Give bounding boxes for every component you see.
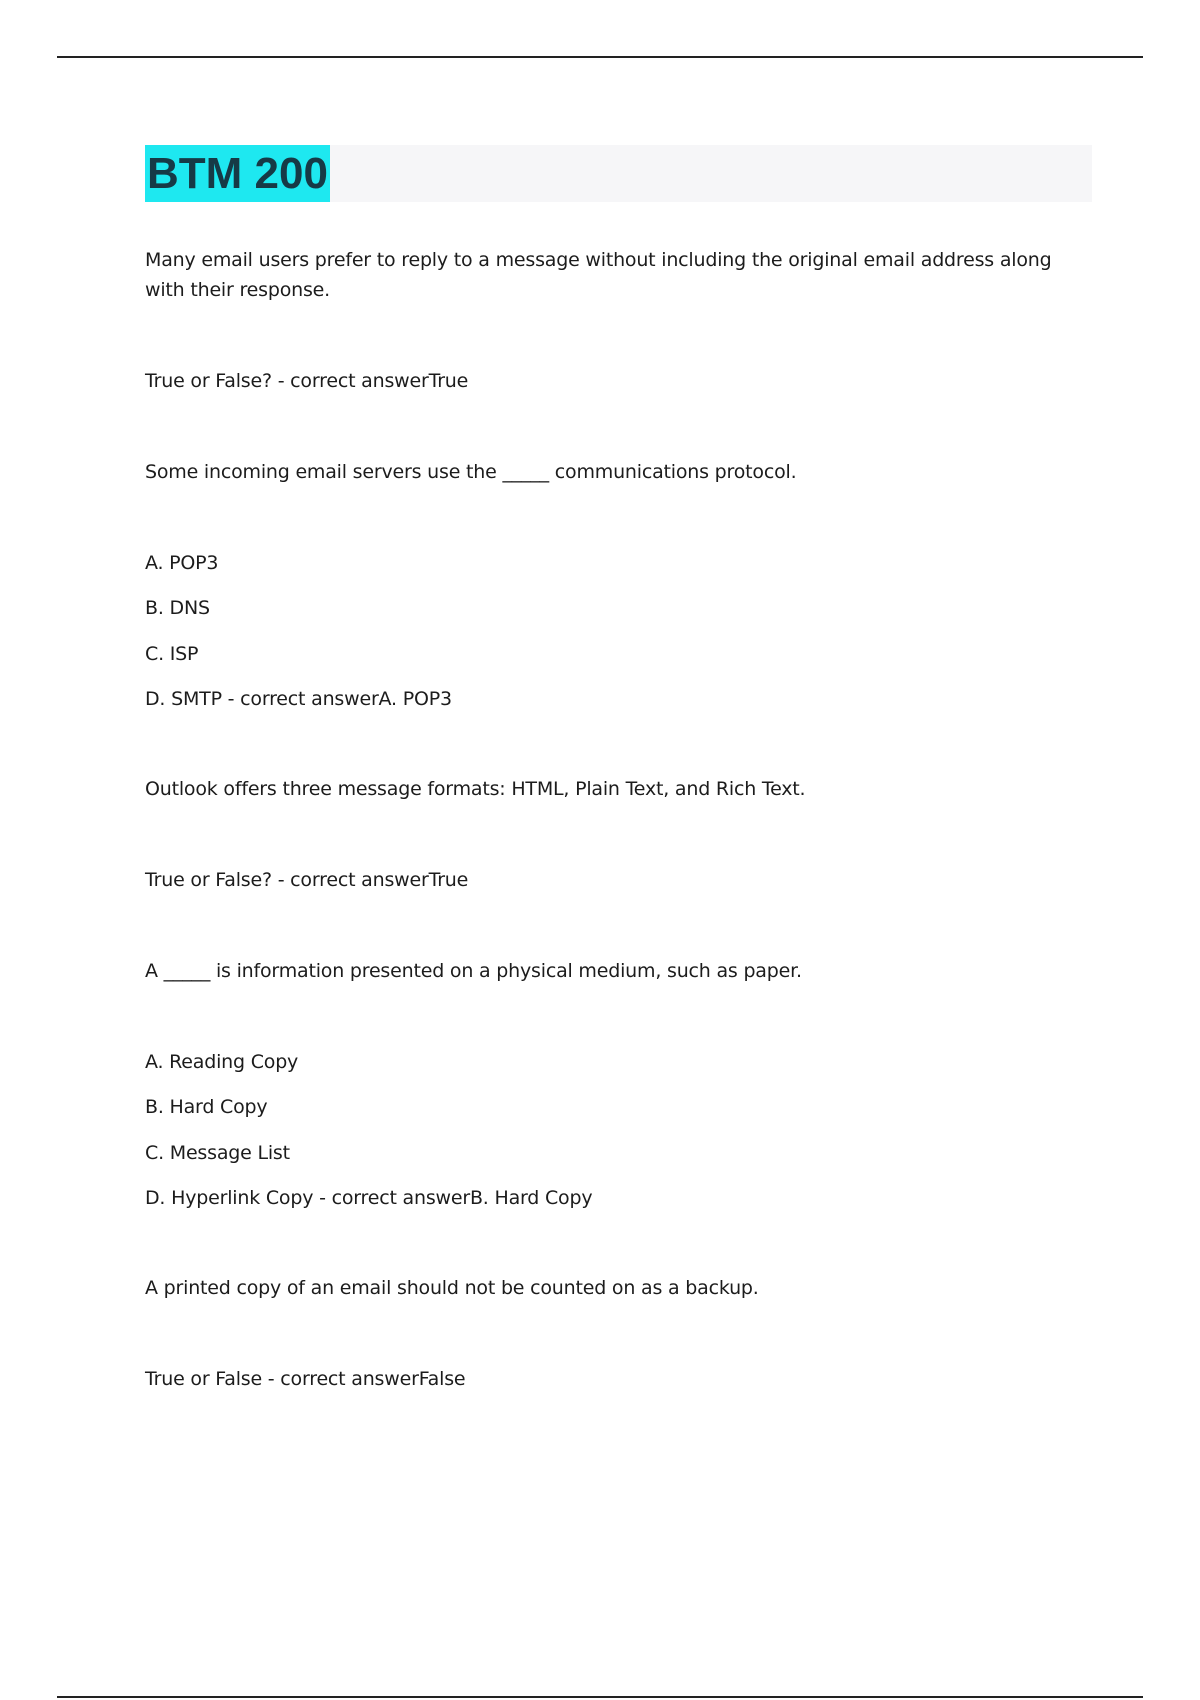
question-2-option-c: C. ISP <box>145 643 199 665</box>
top-rule <box>57 56 1143 58</box>
question-2-option-a: A. POP3 <box>145 552 219 574</box>
answer-5: True or False - correct answerFalse <box>145 1368 466 1390</box>
question-4-option-b: B. Hard Copy <box>145 1096 268 1118</box>
question-1-text: Many email users prefer to reply to a message without including the original email address along with their response. <box>145 249 1052 301</box>
question-2-option-d-answer: D. SMTP - correct answerA. POP3 <box>145 688 452 710</box>
question-5-text: A printed copy of an email should not be counted on as a backup. <box>145 1277 759 1299</box>
document-title: BTM 200 <box>145 145 330 202</box>
question-4-option-c: C. Message List <box>145 1142 290 1164</box>
bottom-rule <box>57 1696 1143 1698</box>
question-2-text: Some incoming email servers use the _____ communications protocol. <box>145 461 797 483</box>
question-3-text: Outlook offers three message formats: HTML, Plain Text, and Rich Text. <box>145 778 806 800</box>
question-4-option-d-answer: D. Hyperlink Copy - correct answerB. Hard Copy <box>145 1187 593 1209</box>
question-4-option-a: A. Reading Copy <box>145 1051 299 1073</box>
question-4-text: A _____ is information presented on a physical medium, such as paper. <box>145 960 802 982</box>
question-2-option-b: B. DNS <box>145 597 210 619</box>
answer-3: True or False? - correct answerTrue <box>145 869 469 891</box>
answer-1: True or False? - correct answerTrue <box>145 370 469 392</box>
